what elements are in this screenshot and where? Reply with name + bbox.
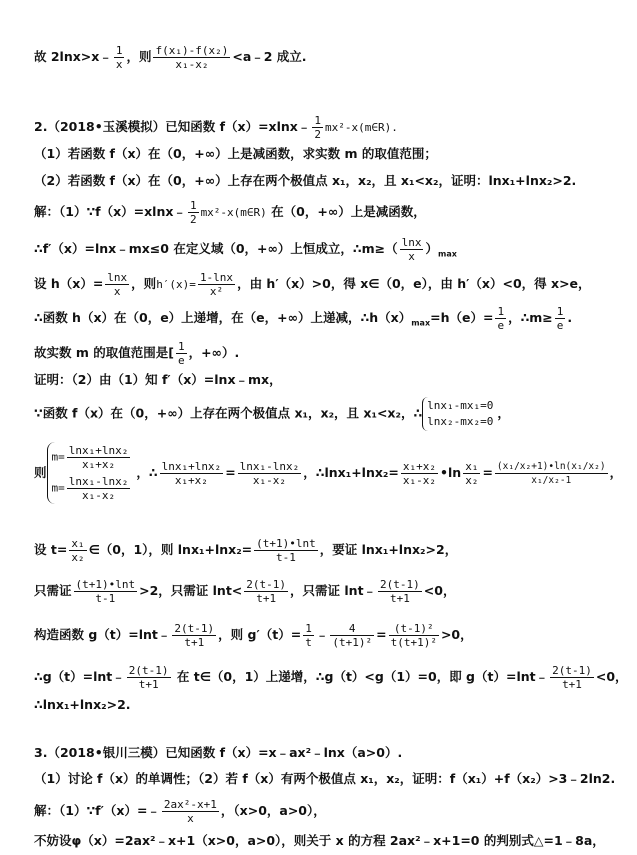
text-line: 故 2lnx>x﹣ $\frac{1}{x}$ ，则 $\frac{\text{f(x₁)-f(x₂)}}{\text{x₁-x₂}}$ <a﹣2 成立.	[34, 44, 307, 71]
fraction: $\frac{4}{\text{(t+1)²}}$	[332, 622, 373, 649]
question-2: （2）若函数 f（x）在（0，+∞）上存在两个极值点 x₁，x₂，且 x₁<x₂，证明：lnx₁+lnx₂>2.	[34, 173, 577, 188]
proof-conclusion: ∴lnx₁+lnx₂>2.	[34, 697, 131, 712]
fraction: $\frac{1}{2}$	[189, 199, 197, 226]
fraction: $\frac{1}{t}$	[305, 622, 312, 649]
fraction: $\frac{(t+1)•\ln t}{t-1}$	[75, 578, 136, 605]
solution-line: 解：（1）∵f（x）=xlnx﹣ $\frac{1}{2}$ mx²-x(m∈R) 在（0，+∞）上是减函数，	[34, 199, 426, 226]
solution-line: 解：（1）∵f′（x）=﹣ $\frac{\text{2ax²-x+1}}{x}$ ，（x>0，a>0），	[34, 798, 326, 825]
equation-system: lnx₁-mx₁=0 lnx₂-mx₂=0	[422, 397, 497, 431]
fraction: $\frac{1}{e}$	[497, 305, 505, 332]
fraction: $\frac{\text{f(x₁)-f(x₂)}}{\text{x₁-x₂}}$	[155, 44, 229, 71]
problem-heading: 3.（2018•银川三模）已知函数 f（x）=x﹣ax²﹣lnx（a>0）.	[34, 745, 403, 760]
fraction: $\frac{2(t-1)}{t+1}$	[380, 578, 420, 605]
solution-line: ∴f′（x）=lnx﹣mx≤0 在定义域（0，+∞）上恒成立，∴m≥（ $\frac{\ln x}{x}$ ）$_{max}$	[34, 236, 457, 263]
fraction: $\frac{\text{(x₁/x₂+1)•ln(x₁/x₂)}}{\text{x₁/x₂-1}}$	[496, 460, 606, 486]
proof-line: 则 m= $\frac{\text{lnx₁+lnx₂}}{\text{x₁+x₂}}$ m= $\frac{\text{lnx₁-lnx₂}}{\text{x₁-x₂}}$ ，∴ $\frac{\text{lnx₁+lnx₂}}{\text{x₁+x₂}}$ = $\frac{\text{lnx₁-lnx₂}}{\text{x₁-x₂}}$ ，∴lnx₁+lnx₂= $\frac{\text{x₁+x₂}}{\text{x₁-x₂}}$ •ln $\frac{\text{x₁}}{\text{x₂}}$ = $\frac{\text{(x₁/x₂+1)•ln(x₁/x₂)}}{\text{x₁/x₂-1}}$ ，	[34, 444, 623, 502]
fraction: $\frac{\text{x₁}}{\text{x₂}}$	[71, 537, 85, 564]
problem-heading: 2.（2018•玉溪模拟）已知函数 f（x）=xlnx﹣ $\frac{1}{2}$ mx²-x(m∈R).	[34, 114, 398, 141]
proof-line: 设 t= $\frac{\text{x₁}}{\text{x₂}}$ ∈（0，1），则 lnx₁+lnx₂= $\frac{(t+1)•\ln t}{t-1}$ ，要证 lnx₁+lnx₂>2，	[34, 537, 458, 564]
fraction: $\frac{1-\ln x}{\text{x²}}$	[199, 271, 234, 298]
fraction: $\frac{\text{2ax²-x+1}}{x}$	[163, 798, 217, 825]
fraction: $\frac{\text{(t-1)²}}{\text{t(t+1)²}}$	[390, 622, 437, 649]
fraction: $\frac{\ln x}{x}$	[401, 236, 422, 263]
fraction: $\frac{1}{2}$	[314, 114, 321, 141]
fraction: $\frac{2(t-1)}{t+1}$	[552, 664, 592, 691]
solution-line: 设 h（x）= $\frac{\ln x}{x}$ ，则h′(x)= $\frac{1-\ln x}{\text{x²}}$ ，由 h′（x）>0，得 x∈（0，e），由 h′（x）<0，得 x>e，	[34, 271, 591, 298]
solution-line: 不妨设φ（x）=2ax²﹣x+1（x>0，a>0），则关于 x 的方程 2ax²﹣x+1=0 的判别式△=1﹣8a，	[34, 833, 605, 848]
equation-system: m= $\frac{\text{lnx₁+lnx₂}}{\text{x₁+x₂}}$ m= $\frac{\text{lnx₁-lnx₂}}{\text{x₁-x₂}}$	[47, 442, 137, 504]
fraction: $\frac{2(t-1)}{t+1}$	[128, 664, 169, 691]
text: 故 2lnx>x﹣	[34, 49, 112, 64]
fraction: $\frac{(t+1)•\ln t}{t-1}$	[256, 537, 316, 564]
question-line: （1）讨论 f（x）的单调性；（2）若 f（x）有两个极值点 x₁，x₂，证明：f（x₁）+f（x₂）>3﹣2ln2.	[34, 771, 616, 786]
fraction: $\frac{2(t-1)}{t+1}$	[246, 578, 287, 605]
fraction: $\frac{1}{x}$	[115, 44, 123, 71]
fraction: $\frac{2(t-1)}{t+1}$	[174, 622, 215, 649]
question-1: （1）若函数 f（x）在（0，+∞）上是减函数，求实数 m 的取值范围；	[34, 146, 437, 161]
fraction: $\frac{\ln x}{x}$	[107, 271, 128, 298]
solution-line: ∴函数 h（x）在（0，e）上递增，在（e，+∞）上递减，$\therefore h(x)_{max}=h(e)=$ $\frac{1}{e}$ ，∴m≥ $\frac{1}{e}$ .	[34, 305, 573, 332]
fraction: $\frac{\text{x₁+x₂}}{\text{x₁-x₂}}$	[402, 459, 436, 487]
fraction: $\frac{1}{e}$	[556, 305, 564, 332]
proof-line: ∵函数 f（x）在（0，+∞）上存在两个极值点 x₁，x₂，且 x₁<x₂，∴ lnx₁-mx₁=0 lnx₂-mx₂=0 ，	[34, 397, 510, 431]
fraction: $\frac{\text{lnx₁+lnx₂}}{\text{x₁+x₂}}$	[161, 459, 222, 487]
fraction: $\frac{1}{e}$	[177, 340, 185, 367]
proof-line: 证明：（2）由（1）知 f′（x）=lnx﹣mx，	[34, 372, 282, 387]
proof-line: 只需证 $\frac{(t+1)•\ln t}{t-1}$ >2，只需证 lnt< $\frac{2(t-1)}{t+1}$ ，只需证 lnt﹣ $\frac{2(t-1)}{t+1}$ <0，	[34, 578, 456, 605]
fraction: $\frac{\text{x₁}}{\text{x₂}}$	[465, 459, 479, 487]
solution-line: 故实数 m 的取值范围是[ $\frac{1}{e}$ ，+∞）.	[34, 340, 240, 367]
proof-line: 构造函数 g（t）=lnt﹣ $\frac{2(t-1)}{t+1}$ ，则 g′（t）= $\frac{1}{t}$ ﹣ $\frac{4}{\text{(t+1)²}}$ = $\frac{\text{(t-1)²}}{\text{t(t+1)²}}$ >0，	[34, 622, 473, 649]
proof-line: ∴g（t）=lnt﹣ $\frac{2(t-1)}{t+1}$ 在 t∈（0，1）上递增，∴g（t）<g（1）=0，即 g（t）=lnt﹣ $\frac{2(t-1)}{t+1}$ <0，	[34, 664, 628, 691]
fraction: $\frac{\text{lnx₁-lnx₂}}{\text{x₁-x₂}}$	[239, 459, 300, 487]
